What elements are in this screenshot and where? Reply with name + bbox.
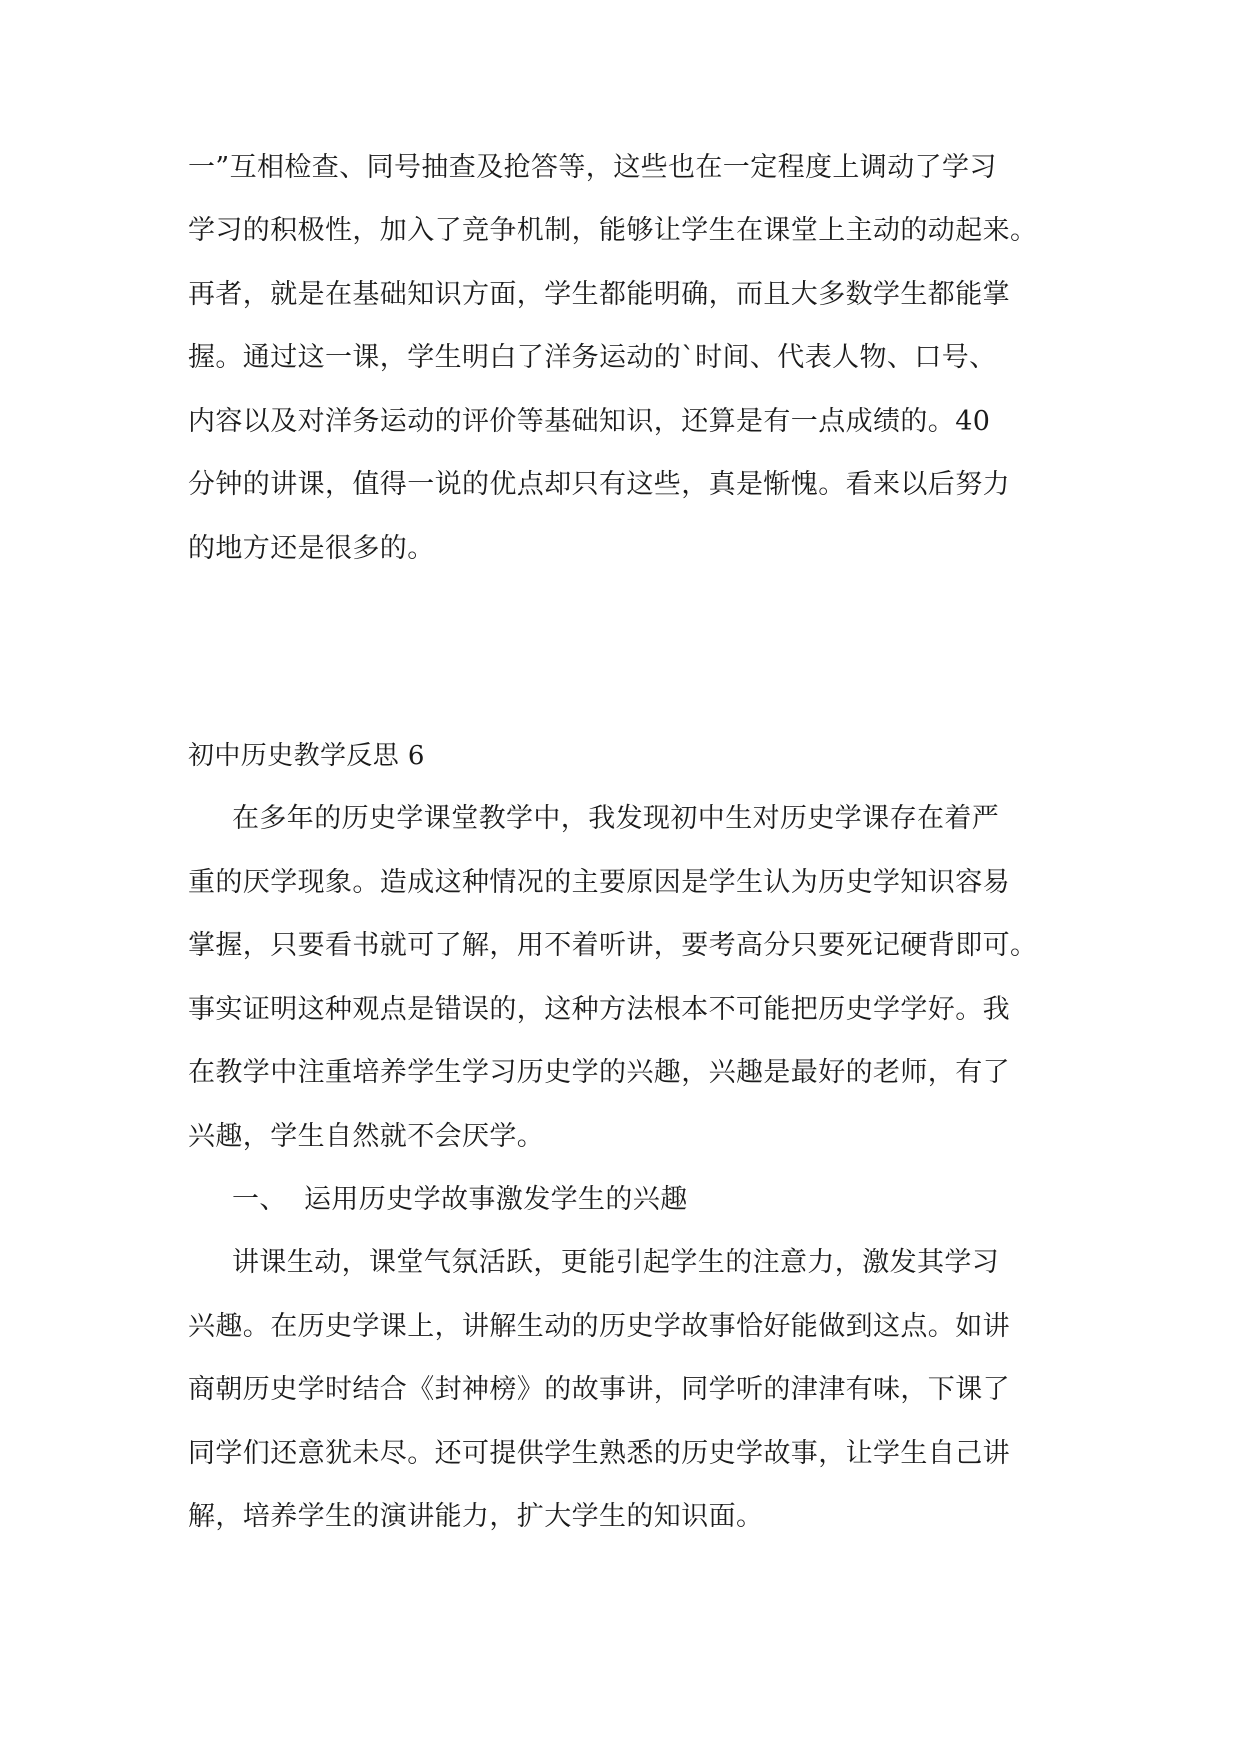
section-title: 初中历史教学反思 6: [188, 741, 425, 771]
text-line: 在多年的历史学课堂教学中，我发现初中生对历史学课存在着严: [232, 803, 1000, 834]
text-line: 内容以及对洋务运动的评价等基础知识，还算是有一点成绩的。40: [188, 406, 991, 437]
subsection-number: 一、: [232, 1184, 287, 1215]
text-line: 兴趣。在历史学课上，讲解生动的历史学故事恰好能做到这点。如讲: [188, 1311, 1010, 1342]
subsection-title: 运用历史学故事激发学生的兴趣: [304, 1184, 688, 1215]
text-line: 握。通过这一课，学生明白了洋务运动的`时间、代表人物、口号、: [188, 342, 997, 373]
text-line: 掌握，只要看书就可了解，用不着听讲，要考高分只要死记硬背即可。: [188, 930, 1038, 961]
text-line: 商朝历史学时结合《封神榜》的故事讲，同学听的津津有味，下课了: [188, 1374, 1010, 1405]
text-line: 事实证明这种观点是错误的，这种方法根本不可能把历史学学好。我: [188, 994, 1010, 1025]
text-line: 分钟的讲课，值得一说的优点却只有这些，真是惭愧。看来以后努力: [188, 469, 1010, 500]
text-line: 学习的积极性，加入了竞争机制，能够让学生在课堂上主动的动起来。: [188, 215, 1038, 246]
text-line: 同学们还意犹未尽。还可提供学生熟悉的历史学故事，让学生自己讲: [188, 1438, 1010, 1469]
text-line: 重的厌学现象。造成这种情况的主要原因是学生认为历史学知识容易: [188, 867, 1010, 898]
text-line: 在教学中注重培养学生学习历史学的兴趣，兴趣是最好的老师，有了: [188, 1057, 1010, 1088]
text-line: 的地方还是很多的。: [188, 533, 435, 564]
text-line: 解，培养学生的演讲能力，扩大学生的知识面。: [188, 1501, 764, 1532]
text-line: 一”互相检查、同号抽查及抢答等，这些也在一定程度上调动了学习: [188, 152, 997, 183]
text-line: 讲课生动，课堂气氛活跃，更能引起学生的注意力，激发其学习: [232, 1247, 1000, 1278]
text-line: 再者，就是在基础知识方面，学生都能明确，而且大多数学生都能掌: [188, 279, 1010, 310]
text-line: 兴趣，学生自然就不会厌学。: [188, 1121, 545, 1152]
subsection-heading: [232, 1180, 1102, 1220]
